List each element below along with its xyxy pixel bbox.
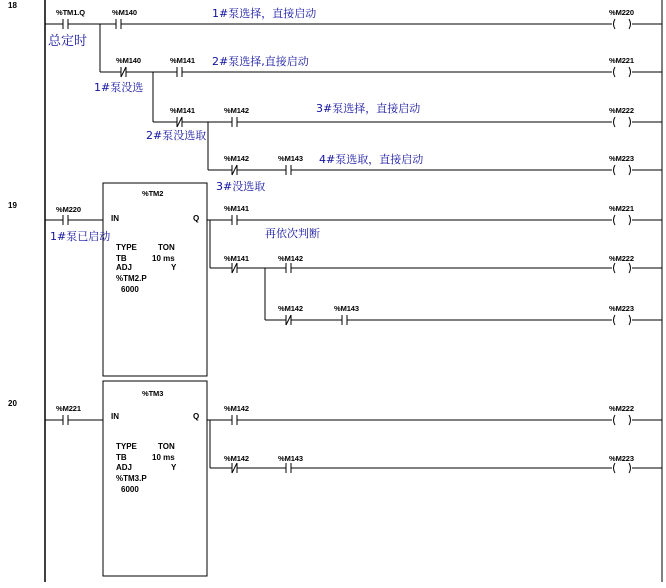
contact-label: %M221 xyxy=(56,404,81,413)
contact-label: %M140 xyxy=(116,56,141,65)
param-adj-value: Y xyxy=(171,463,177,472)
annotation: 2#泵没选取 xyxy=(146,129,207,142)
param-type-value: TON xyxy=(158,243,175,252)
contact-label: %M141 xyxy=(224,254,249,263)
contact-label: %M142 xyxy=(224,454,249,463)
coil-label: %M221 xyxy=(609,204,634,213)
contact-label: %M142 xyxy=(278,254,303,263)
param-adj-label: ADJ xyxy=(116,463,133,472)
annotation: 4#泵选取，直接启动 xyxy=(319,153,424,166)
contact-label: %M142 xyxy=(224,404,249,413)
annotation: 3#泵选择，直接启动 xyxy=(316,102,421,115)
annotation: 总定时 xyxy=(48,34,88,49)
pin-q: Q xyxy=(193,412,200,421)
param-type-label: TYPE xyxy=(116,442,137,451)
param-tb-value: 10 ms xyxy=(152,254,175,263)
coil-label: %M222 xyxy=(609,254,634,263)
coil-label: %M223 xyxy=(609,154,634,163)
block-title: %TM3 xyxy=(142,389,164,398)
block-title: %TM2 xyxy=(142,189,164,198)
contact-label: %TM1.Q xyxy=(56,8,85,17)
contact-label: %M142 xyxy=(224,154,249,163)
pin-in: IN xyxy=(111,412,119,421)
param-tb-value: 10 ms xyxy=(152,453,175,462)
param-preset-value: 6000 xyxy=(121,285,139,294)
coil-label: %M221 xyxy=(609,56,634,65)
coil-label: %M222 xyxy=(609,404,634,413)
contact-label: %M143 xyxy=(278,154,303,163)
contact-label: %M143 xyxy=(278,454,303,463)
rung-number: 20 xyxy=(8,399,17,408)
param-tb-label: TB xyxy=(116,453,127,462)
param-preset-label: %TM2.P xyxy=(116,274,147,283)
coil-label: %M223 xyxy=(609,454,634,463)
param-type-value: TON xyxy=(158,442,175,451)
contact-label: %M220 xyxy=(56,205,81,214)
param-adj-value: Y xyxy=(171,263,177,272)
annotation: 1#泵没选 xyxy=(94,81,144,94)
coil-label: %M220 xyxy=(609,8,634,17)
param-adj-label: ADJ xyxy=(116,263,133,272)
param-preset-value: 6000 xyxy=(121,485,139,494)
contact-label: %M142 xyxy=(278,304,303,313)
param-tb-label: TB xyxy=(116,254,127,263)
pin-in: IN xyxy=(111,214,119,223)
param-preset-label: %TM3.P xyxy=(116,474,147,483)
contact-label: %M142 xyxy=(224,106,249,115)
rung-number: 19 xyxy=(8,201,17,210)
coil-label: %M222 xyxy=(609,106,634,115)
rung-number: 18 xyxy=(8,1,17,10)
coil-label: %M223 xyxy=(609,304,634,313)
contact-label: %M141 xyxy=(224,204,249,213)
contact-label: %M140 xyxy=(112,8,137,17)
rung-18-wiring xyxy=(45,19,662,175)
pin-q: Q xyxy=(193,214,200,223)
param-type-label: TYPE xyxy=(116,243,137,252)
contact-label: %M143 xyxy=(334,304,359,313)
annotation: 1#泵已启动 xyxy=(50,230,111,243)
annotation: 3#没选取 xyxy=(216,180,266,193)
annotation: 再依次判断 xyxy=(265,227,320,240)
contact-label: %M141 xyxy=(170,106,195,115)
annotation: 1#泵选择，直接启动 xyxy=(212,7,317,20)
contact-label: %M141 xyxy=(170,56,195,65)
annotation: 2#泵选择,直接启动 xyxy=(212,55,309,68)
